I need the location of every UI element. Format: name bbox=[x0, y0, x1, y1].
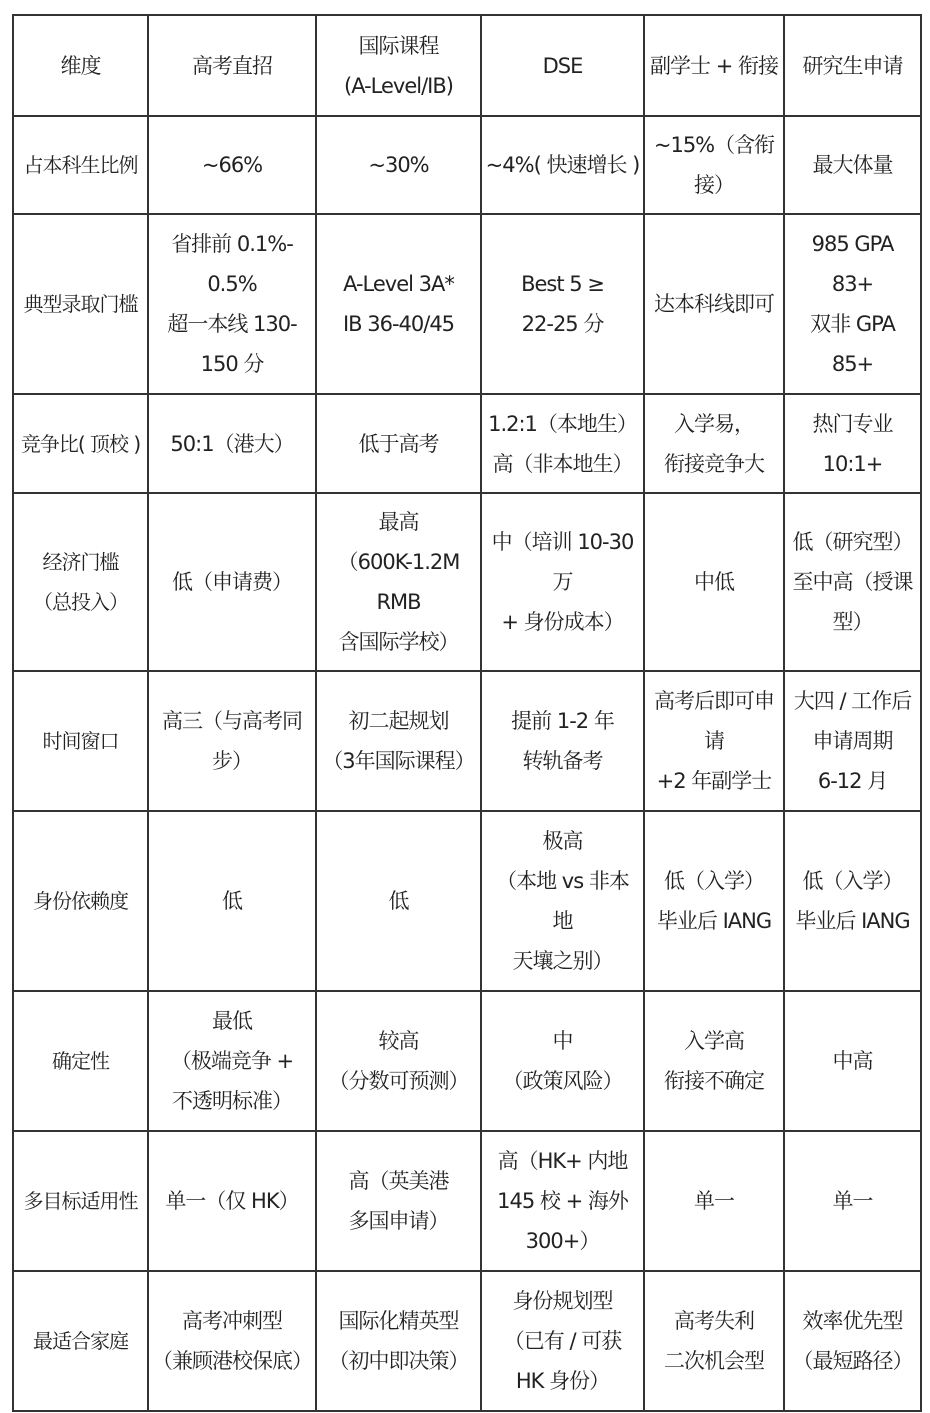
table-cell: 单一 bbox=[644, 1131, 784, 1271]
table-cell: 大四 / 工作后 申请周期 6-12 月 bbox=[784, 671, 921, 811]
table-cell: 低 bbox=[148, 811, 316, 991]
table-cell: A-Level 3A* IB 36-40/45 bbox=[316, 214, 481, 394]
table-cell: 单一（仅 HK） bbox=[148, 1131, 316, 1271]
table-cell: 较高 （分数可预测） bbox=[316, 991, 481, 1131]
table-cell: 50:1（港大） bbox=[148, 394, 316, 493]
table-cell: 最低 （极端竞争 + 不透明标准） bbox=[148, 991, 316, 1131]
table-cell: 1.2:1（本地生） 高（非本地生） bbox=[481, 394, 644, 493]
table-cell: 高三（与高考同 步） bbox=[148, 671, 316, 811]
table-cell: 热门专业 10:1+ bbox=[784, 394, 921, 493]
table-cell: 中高 bbox=[784, 991, 921, 1131]
table-cell: 高考失利 二次机会型 bbox=[644, 1271, 784, 1411]
table-cell: 中低 bbox=[644, 493, 784, 671]
table-cell: 高考冲刺型 （兼顾港校保底） bbox=[148, 1271, 316, 1411]
header-cell: 高考直招 bbox=[148, 15, 316, 116]
comparison-table bbox=[12, 14, 922, 1412]
table-cell: 入学高 衔接不确定 bbox=[644, 991, 784, 1131]
table-cell: 极高 （本地 vs 非本 地 天壤之别） bbox=[481, 811, 644, 991]
row-label-cell: 典型录取门槛 bbox=[13, 214, 148, 394]
table-cell: 最高 （600K-1.2M RMB 含国际学校） bbox=[316, 493, 481, 671]
header-row bbox=[13, 15, 921, 116]
table-cell: 低 bbox=[316, 811, 481, 991]
table-cell: 低（入学） 毕业后 IANG bbox=[644, 811, 784, 991]
header-cell: 副学士 + 衔接 bbox=[644, 15, 784, 116]
table-row bbox=[13, 991, 921, 1131]
row-label-cell: 时间窗口 bbox=[13, 671, 148, 811]
table-cell: 初二起规划 （3年国际课程） bbox=[316, 671, 481, 811]
table-cell: ~30% bbox=[316, 116, 481, 214]
table-cell: 低（入学） 毕业后 IANG bbox=[784, 811, 921, 991]
header-cell: 研究生申请 bbox=[784, 15, 921, 116]
table-cell: 效率优先型 （最短路径） bbox=[784, 1271, 921, 1411]
table-cell: Best 5 ≥ 22-25 分 bbox=[481, 214, 644, 394]
table-cell: 省排前 0.1%- 0.5% 超一本线 130- 150 分 bbox=[148, 214, 316, 394]
row-label-cell: 经济门槛 （总投入） bbox=[13, 493, 148, 671]
table-row bbox=[13, 811, 921, 991]
table-row bbox=[13, 214, 921, 394]
table-cell: 达本科线即可 bbox=[644, 214, 784, 394]
table-row bbox=[13, 493, 921, 671]
table-cell: 中（培训 10-30 万 + 身份成本） bbox=[481, 493, 644, 671]
table-cell: 高（英美港 多国申请） bbox=[316, 1131, 481, 1271]
table-cell: 985 GPA 83+ 双非 GPA 85+ bbox=[784, 214, 921, 394]
table-cell: ~4%( 快速增长 ) bbox=[481, 116, 644, 214]
table-cell: 单一 bbox=[784, 1131, 921, 1271]
table-cell: 入学易， 衔接竞争大 bbox=[644, 394, 784, 493]
table-cell: 身份规划型 （已有 / 可获 HK 身份） bbox=[481, 1271, 644, 1411]
header-cell: DSE bbox=[481, 15, 644, 116]
table-cell: 高（HK+ 内地 145 校 + 海外 300+） bbox=[481, 1131, 644, 1271]
header-cell: 维度 bbox=[13, 15, 148, 116]
table-row bbox=[13, 116, 921, 214]
table-row bbox=[13, 1131, 921, 1271]
table-cell: 低（申请费） bbox=[148, 493, 316, 671]
table-cell: ~66% bbox=[148, 116, 316, 214]
row-label-cell: 最适合家庭 bbox=[13, 1271, 148, 1411]
row-label-cell: 占本科生比例 bbox=[13, 116, 148, 214]
table-cell: ~15%（含衔 接） bbox=[644, 116, 784, 214]
table-cell: 最大体量 bbox=[784, 116, 921, 214]
table-cell: 提前 1-2 年 转轨备考 bbox=[481, 671, 644, 811]
table-cell: 低于高考 bbox=[316, 394, 481, 493]
row-label-cell: 确定性 bbox=[13, 991, 148, 1131]
table-cell: 中 （政策风险） bbox=[481, 991, 644, 1131]
table-row bbox=[13, 394, 921, 493]
row-label-cell: 身份依赖度 bbox=[13, 811, 148, 991]
row-label-cell: 多目标适用性 bbox=[13, 1131, 148, 1271]
table-cell: 低（研究型） 至中高（授课 型） bbox=[784, 493, 921, 671]
table-row bbox=[13, 1271, 921, 1411]
table-cell: 高考后即可申 请 +2 年副学士 bbox=[644, 671, 784, 811]
table-row bbox=[13, 671, 921, 811]
header-cell: 国际课程 (A-Level/IB) bbox=[316, 15, 481, 116]
row-label-cell: 竞争比( 顶校 ) bbox=[13, 394, 148, 493]
table-cell: 国际化精英型 （初中即决策） bbox=[316, 1271, 481, 1411]
